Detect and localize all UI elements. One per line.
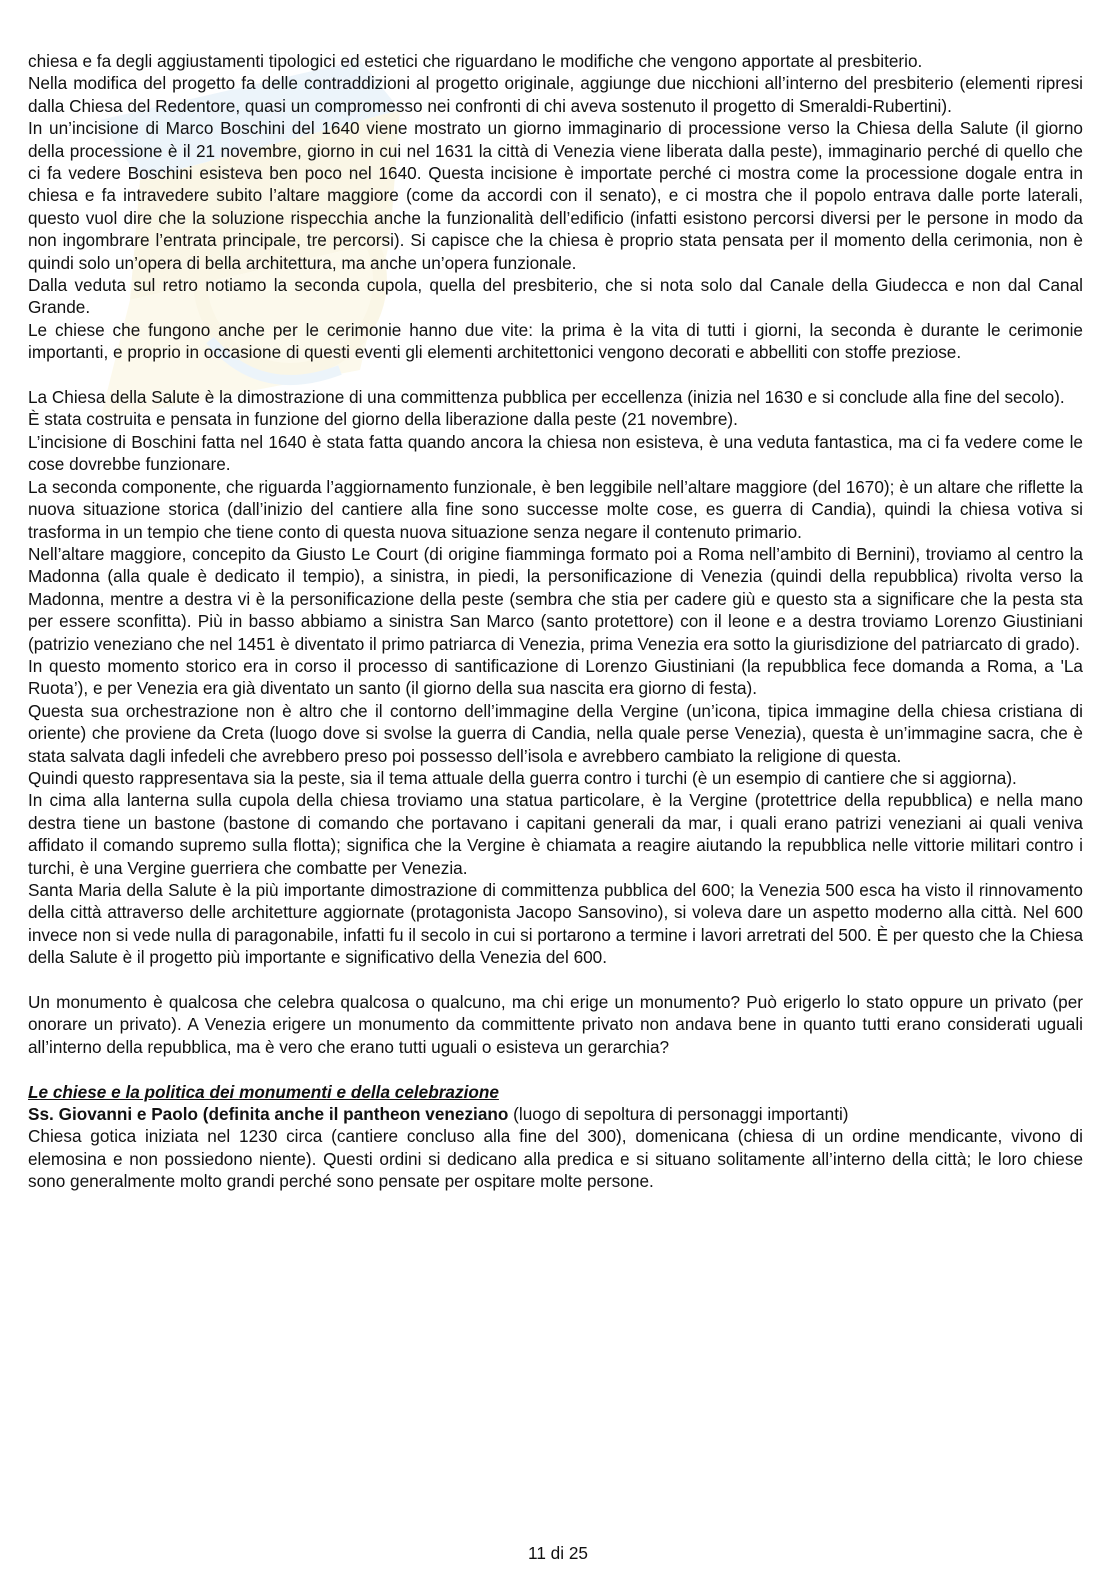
paragraph: In cima alla lanterna sulla cupola della chiesa troviamo una statua particolare, è la Vergine (protettrice della repubblica) e nella mano destra tiene un bastone (bastone di comando che portavano i capitani generali da mar, i quali erano patrizi veneziani ai quali veniva affidato il comando supremo sulla flotta); significa che la Vergine è chiamata a reagire aiutando la repubblica nelle vittorie militari contro i turchi, è una Vergine guerriera che combatte per Venezia.: [28, 790, 1083, 878]
blank-line: [28, 969, 1083, 991]
paragraph: Quindi questo rappresentava sia la peste, sia il tema attuale della guerra contro i turchi (è un esempio di cantiere che si aggiorna).: [28, 767, 1017, 788]
paragraph: Dalla veduta sul retro notiamo la seconda cupola, quella del presbiterio, che si nota solo dal Canale della Giudecca e non dal Canal Grande.: [28, 275, 1083, 318]
subheading-rest: (luogo di sepoltura di personaggi importanti): [508, 1104, 849, 1125]
paragraph: Questa sua orchestrazione non è altro che il contorno dell’immagine della Vergine (un’icona, tipica immagine della chiesa cristiana di oriente) che proviene da Creta (luogo dove si svolse la guerra di Candia, nella quale perse Venezia), questa è un’immagine sacra, che è stata salvata dagli infedeli che avrebbero preso poi possesso dell’isola e avrebbero cambiato la religione di questa.: [28, 700, 1083, 766]
blank-line: [28, 364, 1083, 386]
section-heading: Le chiese e la politica dei monumenti e della celebrazione: [28, 1081, 499, 1102]
paragraph: È stata costruita e pensata in funzione del giorno della liberazione dalla peste (21 novembre).: [28, 409, 738, 430]
paragraph: chiesa e fa degli aggiustamenti tipologici ed estetici che riguardano le modifiche che vengono apportate al presbiterio.: [28, 51, 923, 71]
subheading: [28, 1103, 1083, 1125]
paragraph: In un’incisione di Marco Boschini del 1640 viene mostrato un giorno immaginario di processione verso la Chiesa della Salute (il giorno della processione è il 21 novembre, giorno in cui nel 1631 la città di Venezia viene liberata dalla peste), immaginario perché di quello che ci fa vedere Boschini esisteva ben poco nel 1640. Questa incisione è importate perché ci mostra come la processione dogale entra in chiesa e fa intravedere subito l’altare maggiore (come da accordi con il senato), e ci mostra che il popolo entrava dalle porte laterali, questo vuol dire che la soluzione rispecchia anche la funzionalità dell’edificio (infatti esistono percorsi diversi per le persone in modo da non ingombrare l’entrata principale, tre percorsi). Si capisce che la chiesa è proprio stata pensata per il momento della cerimonia, non è quindi solo un’opera di bella architettura, ma anche un’opera funzionale.: [28, 118, 1083, 273]
paragraph: Nell’altare maggiore, concepito da Giusto Le Court (di origine fiamminga formato poi a Roma nell’ambito di Bernini), troviamo al centro la Madonna (alla quale è dedicato il tempio), a sinistra, in piedi, la personificazione di Venezia (quindi della repubblica) rivolta verso la Madonna, mentre a destra vi è la personificazione della peste (sembra che stia per cadere giù e questo sta a significare che la pesta sta per essere sconfitta). Più in basso abbiamo a sinistra San Marco (santo protettore) con il leone e a destra troviamo Lorenzo Giustiniani (patrizio veneziano che nel 1451 è diventato il primo patriarca di Venezia, prima Venezia era sotto la giurisdizione del patriarcato di grado).: [28, 543, 1083, 654]
paragraph: La seconda componente, che riguarda l’aggiornamento funzionale, è ben leggibile nell’altare maggiore (del 1670); è un altare che riflette la nuova situazione storica (dall’inizio del cantiere alla fine sono successe molte cose, es guerra di Candia), quindi la chiesa votiva si trasforma in un tempio che tiene conto di questa nuova situazione senza negare il contenuto primario.: [28, 476, 1083, 542]
paragraph: In questo momento storico era in corso il processo di santificazione di Lorenzo Giustiniani (la repubblica fece domanda a Roma, a 'La Ruota’), e per Venezia era già diventato un santo (il giorno della sua nascita era giorno di festa).: [28, 655, 1083, 699]
page-number: 11 di 25: [528, 1543, 588, 1563]
subheading-bold: Ss. Giovanni e Paolo (definita anche il pantheon veneziano: [28, 1104, 509, 1125]
blank-line: [28, 1058, 1083, 1080]
paragraph: Santa Maria della Salute è la più importante dimostrazione di committenza pubblica del 600; la Venezia 500 esca ha visto il rinnovamento della città attraverso delle architetture aggiornate (protagonista Jacopo Sansovino), si voleva dare un aspetto moderno alla città. Nel 600 invece non si vede nulla di paragonabile, infatti fu il secolo in cui si portarono a termine i lavori arretrati del 500. È per questo che la Chiesa della Salute è il progetto più importante e significativo della Venezia del 600.: [28, 880, 1083, 968]
paragraph: Le chiese che fungono anche per le cerimonie hanno due vite: la prima è la vita di tutti i giorni, la seconda è durante le cerimonie importanti, e proprio in occasione di questi eventi gli elementi architettonici vengono decorati e abbelliti con stoffe preziose.: [28, 319, 1083, 363]
paragraph: Un monumento è qualcosa che celebra qualcosa o qualcuno, ma chi erige un monumento? Può erigerlo lo stato oppure un privato (per onorare un privato). A Venezia erigere un monumento da committente privato non andava bene in quanto tutti erano considerati uguali all’interno della repubblica, ma è vero che erano tutti uguali o esisteva un gerarchia?: [28, 992, 1083, 1057]
paragraph: Chiesa gotica iniziata nel 1230 circa (cantiere concluso alla fine del 300), domenicana (chiesa di un ordine mendicante, vivono di elemosina e non possiedono niente). Questi ordini si dedicano alla predica e si situano solitamente all’interno della città; le loro chiese sono generalmente molto grandi perché sono pensate per ospitare molte persone.: [28, 1126, 1083, 1192]
paragraph: L’incisione di Boschini fatta nel 1640 è stata fatta quando ancora la chiesa non esisteva, è una veduta fantastica, ma ci fa vedere come le cose dovrebbe funzionare.: [28, 431, 1083, 475]
document-page: [28, 50, 1083, 1193]
paragraph: Nella modifica del progetto fa delle contraddizioni al progetto originale, aggiunge due nicchioni all’interno del presbiterio (elementi ripresi dalla Chiesa del Redentore, quasi un compromesso nei confronti di chi aveva sostenuto il progetto di Smeraldi-Rubertini).: [28, 73, 1083, 116]
paragraph: La Chiesa della Salute è la dimostrazione di una committenza pubblica per eccellenza (inizia nel 1630 e si conclude alla fine del secolo).: [28, 387, 1065, 408]
